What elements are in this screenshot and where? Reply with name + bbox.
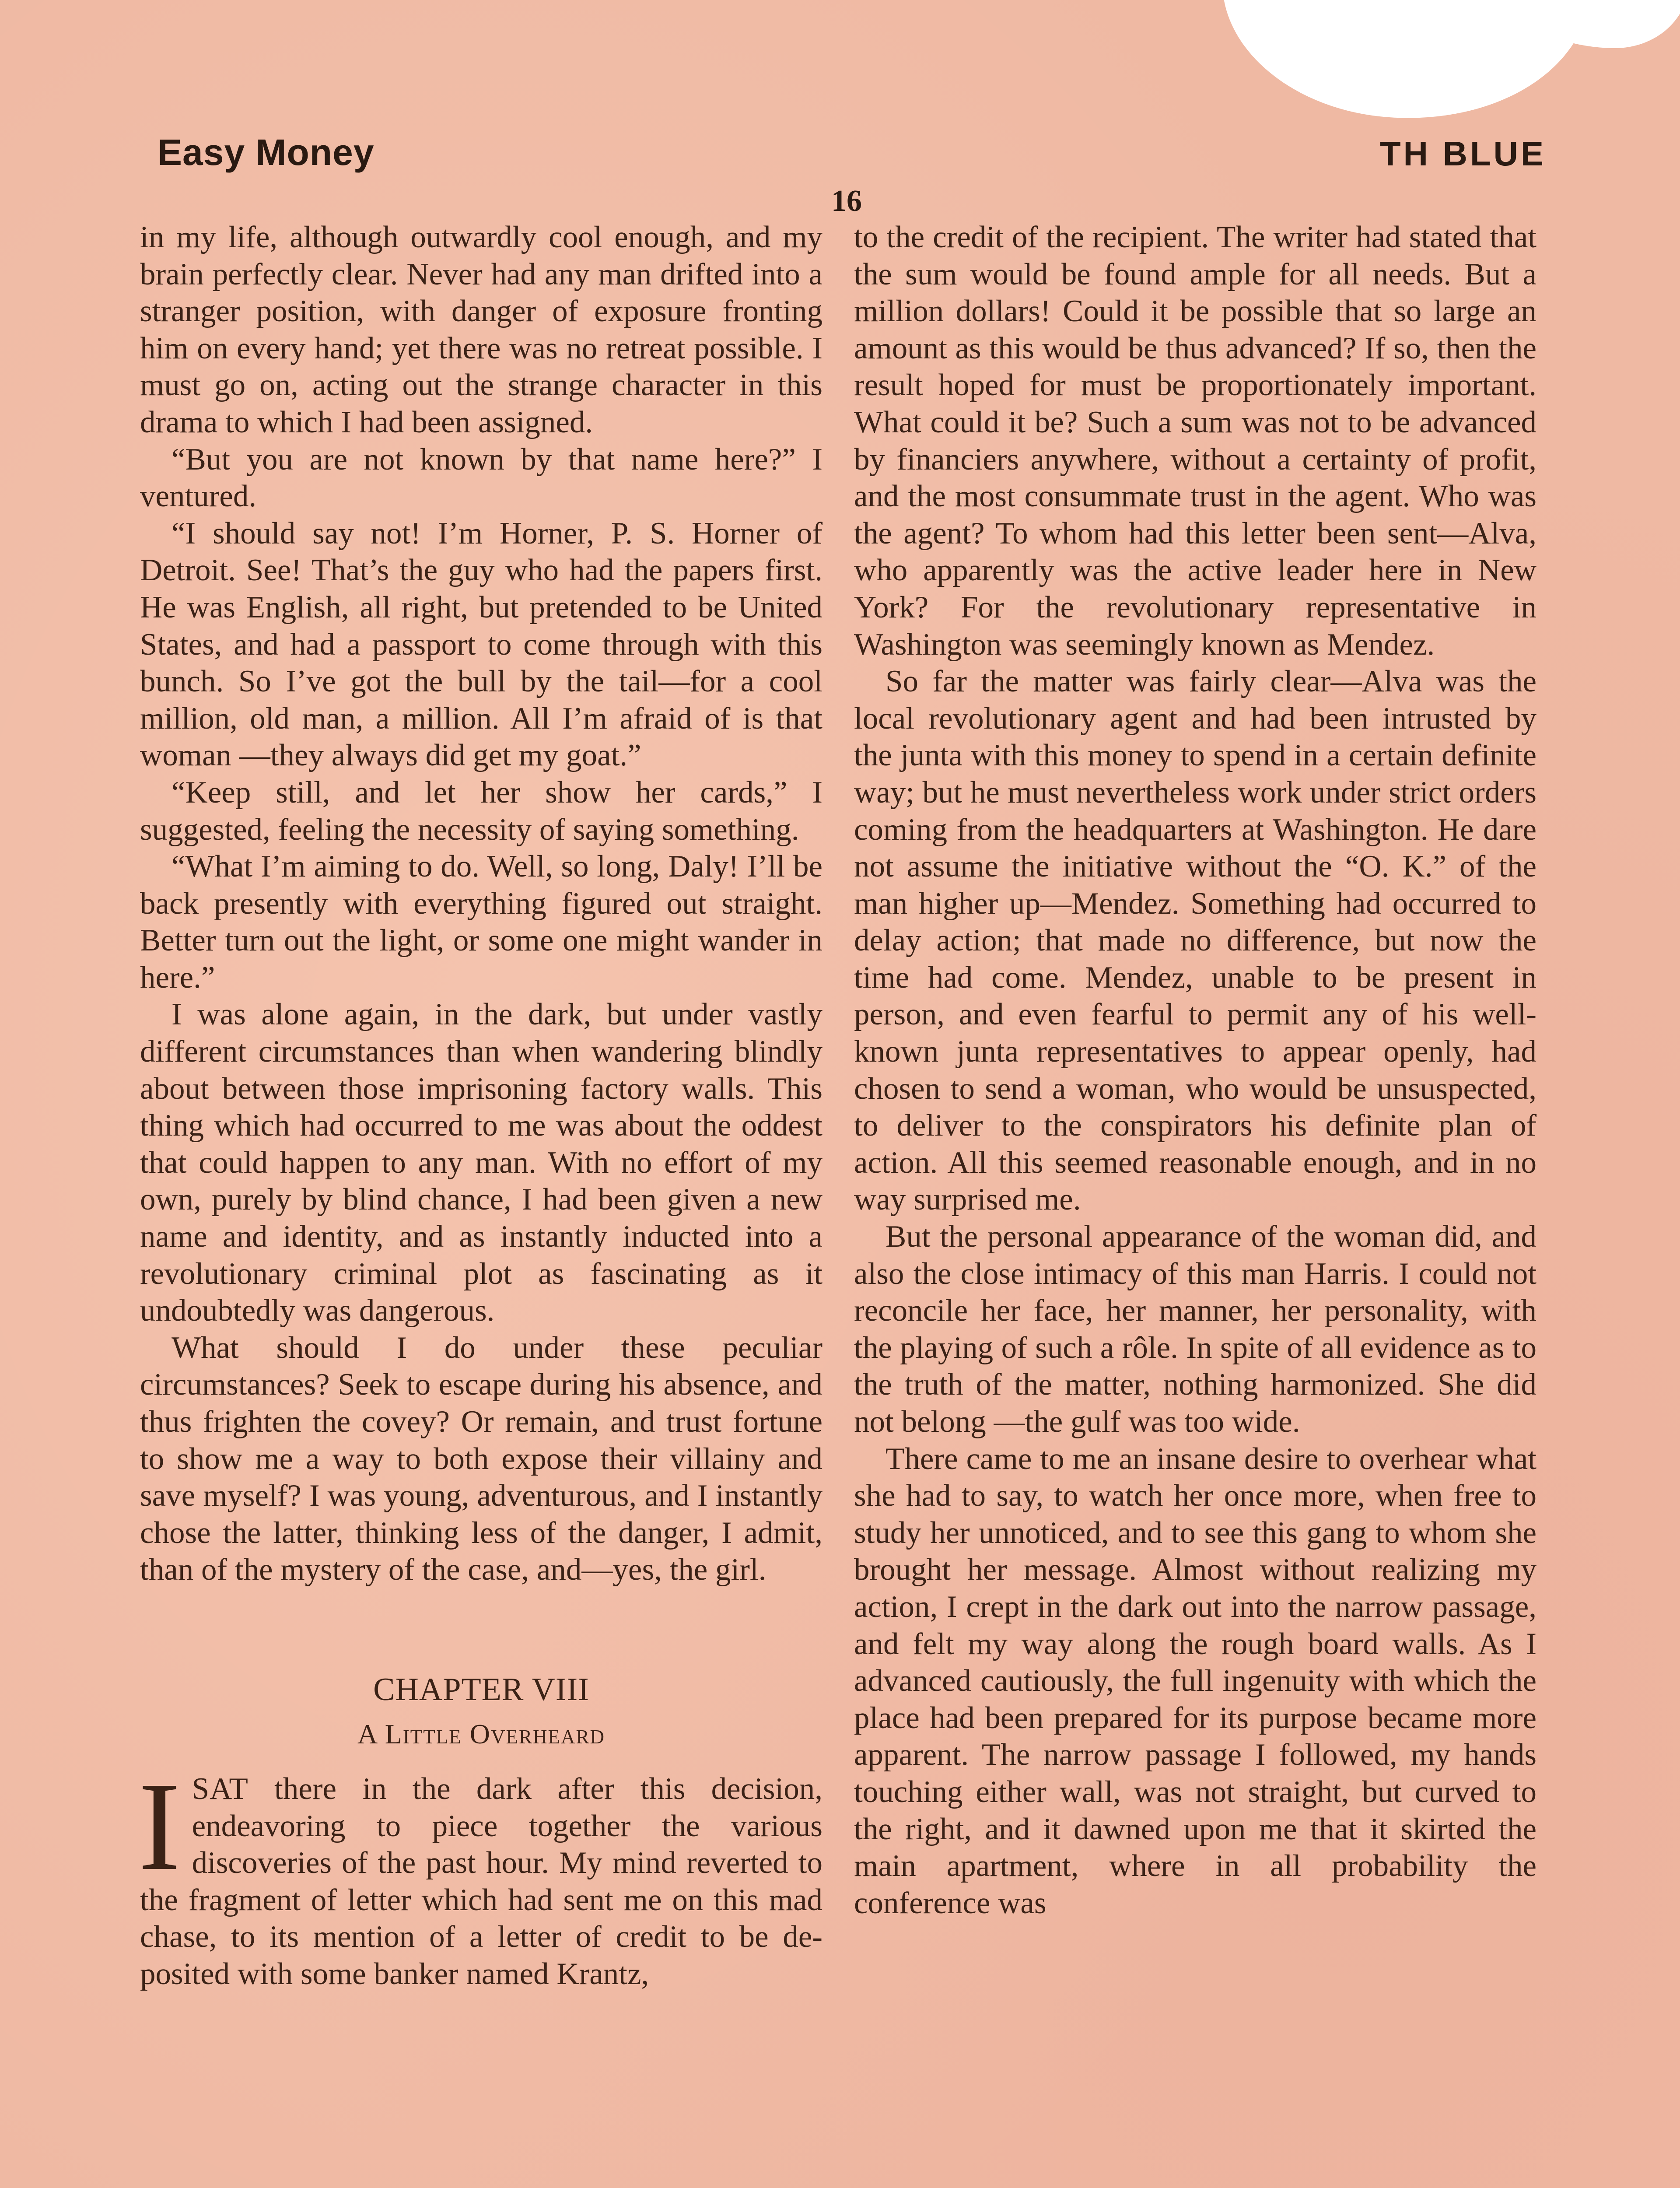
opening-word: SAT [192, 1771, 248, 1806]
right-text-column [854, 219, 1536, 1922]
drop-cap: I [138, 1756, 181, 1897]
chapter-subtitle: A Little Overheard [357, 1718, 605, 1750]
running-head-right: TH BLUE [1380, 134, 1546, 173]
paragraph: in my life, although outwardly cool enough, and my brain perfectly clear. Never had any man drifted into a stranger position, with danger of exposure fronting him on every hand; yet there was no retreat possible. I must go on, acting out the strange character in this drama to which I had been assigned. [140, 220, 822, 439]
paragraph: to the credit of the recipient. The writer had stated that the sum would be found ample for all needs. But a million dollars! Could it be possible that so large an amount as this would be thus advanced? If so, then the result hoped for must be proportionately important. What could it be? Such a sum was not to be advanced by financiers anywhere, without a certainty of profit, and the most consummate trust in the agent. Who was the agent? To whom had this letter been sent—Alva, who apparently was the active leader here in New York? For the revolutionary representative in Washington was seemingly known as Mendez. [854, 220, 1536, 662]
paragraph: “I should say not! I’m Horner, P. S. Horner of Detroit. See! That’s the guy who had the papers first. He was English, all right, but pretended to be United States, and had a passport to come through with this bunch. So I’ve got the bull by the tail—for a cool million, old man, a million. All I’m afraid of is that woman —they always did get my goat.” [140, 516, 822, 773]
paragraph: I was alone again, in the dark, but under vastly different circumstances than when wandering blindly about between those imprisoning factory walls. This thing which had occurred to me was about the oddest that could happen to any man. With no effort of my own, purely by blind chance, I had been given a new name and identity, and as instantly inducted into a revolutionary criminal plot as fascinating as it undoubtedly was dangerous. [140, 997, 822, 1328]
paragraph: There came to me an insane desire to overhear what she had to say, to watch her once more, when free to study her unnoticed, and to see this gang to whom she brought her message. Almost without realizing my action, I crept in the dark out into the narrow passage, and felt my way along the rough board walls. As I advanced cautiously, the full ingenuity with which the place had been prepared for its purpose became more apparent. The narrow passage I followed, my hands touching either wall, was not straight, but curved to the right, and it dawned upon me that it skirted the main apartment, where in all probability the conference was [854, 1441, 1536, 1920]
page-number: 16 [831, 184, 862, 218]
chapter-opening-paragraph [138, 1756, 822, 1993]
running-head-left: Easy Money [158, 132, 374, 173]
paragraph: “Keep still, and let her show her cards,” I suggested, feeling the necessity of saying something. [140, 775, 822, 847]
paragraph: What should I do under these peculiar circumstances? Seek to escape during his absence, and thus frighten the covey? Or remain, and trust fortune to show me a way to both expose their villainy and save myself? I was young, adventurous, and I instantly chose the latter, thinking less of the danger, I admit, than of the mystery of the case, and—yes, the girl. [140, 1330, 822, 1587]
paragraph: “What I’m aiming to do. Well, so long, Daly! I’ll be back presently with everything figured out straight. Better turn out the light, or some one might wander in here.” [140, 849, 822, 995]
chapter-title: CHAPTER VIII [373, 1671, 589, 1708]
left-text-column [140, 219, 822, 1993]
paragraph: “But you are not known by that name here?” I ventured. [140, 442, 822, 514]
paragraph-text: there in the dark after this decision, endeavoring to piece together the various discoveries of the past hour. My mind reverted to the fragment of letter which had sent me on this mad chase, to its mention of a letter of credit to be deposited with some banker named Krantz, [140, 1771, 822, 1991]
paragraph: But the personal appearance of the woman did, and also the close intimacy of this man Harris. I could not reconcile her face, her manner, her personality, with the playing of such a rôle. In spite of all evidence as to the truth of the matter, nothing harmonized. She did not belong —the gulf was too wide. [854, 1220, 1536, 1439]
paragraph: So far the matter was fairly clear—Alva was the local revolutionary agent and had been intrusted by the junta with this money to spend in a certain definite way; but he must nevertheless work under strict orders coming from the headquarters at Washington. He dare not assume the initiative without the “O. K.” of the man higher up—Mendez. Something had occurred to delay action; that made no difference, but now the time had come. Mendez, unable to be present in person, and even fearful to permit any of his well-known junta representatives to appear openly, had chosen to send a woman, who would be unsuspected, to deliver to the conspirators his definite plan of action. All this seemed reasonable enough, and in no way surprised me. [854, 664, 1536, 1217]
chapter-heading [140, 1670, 822, 1754]
